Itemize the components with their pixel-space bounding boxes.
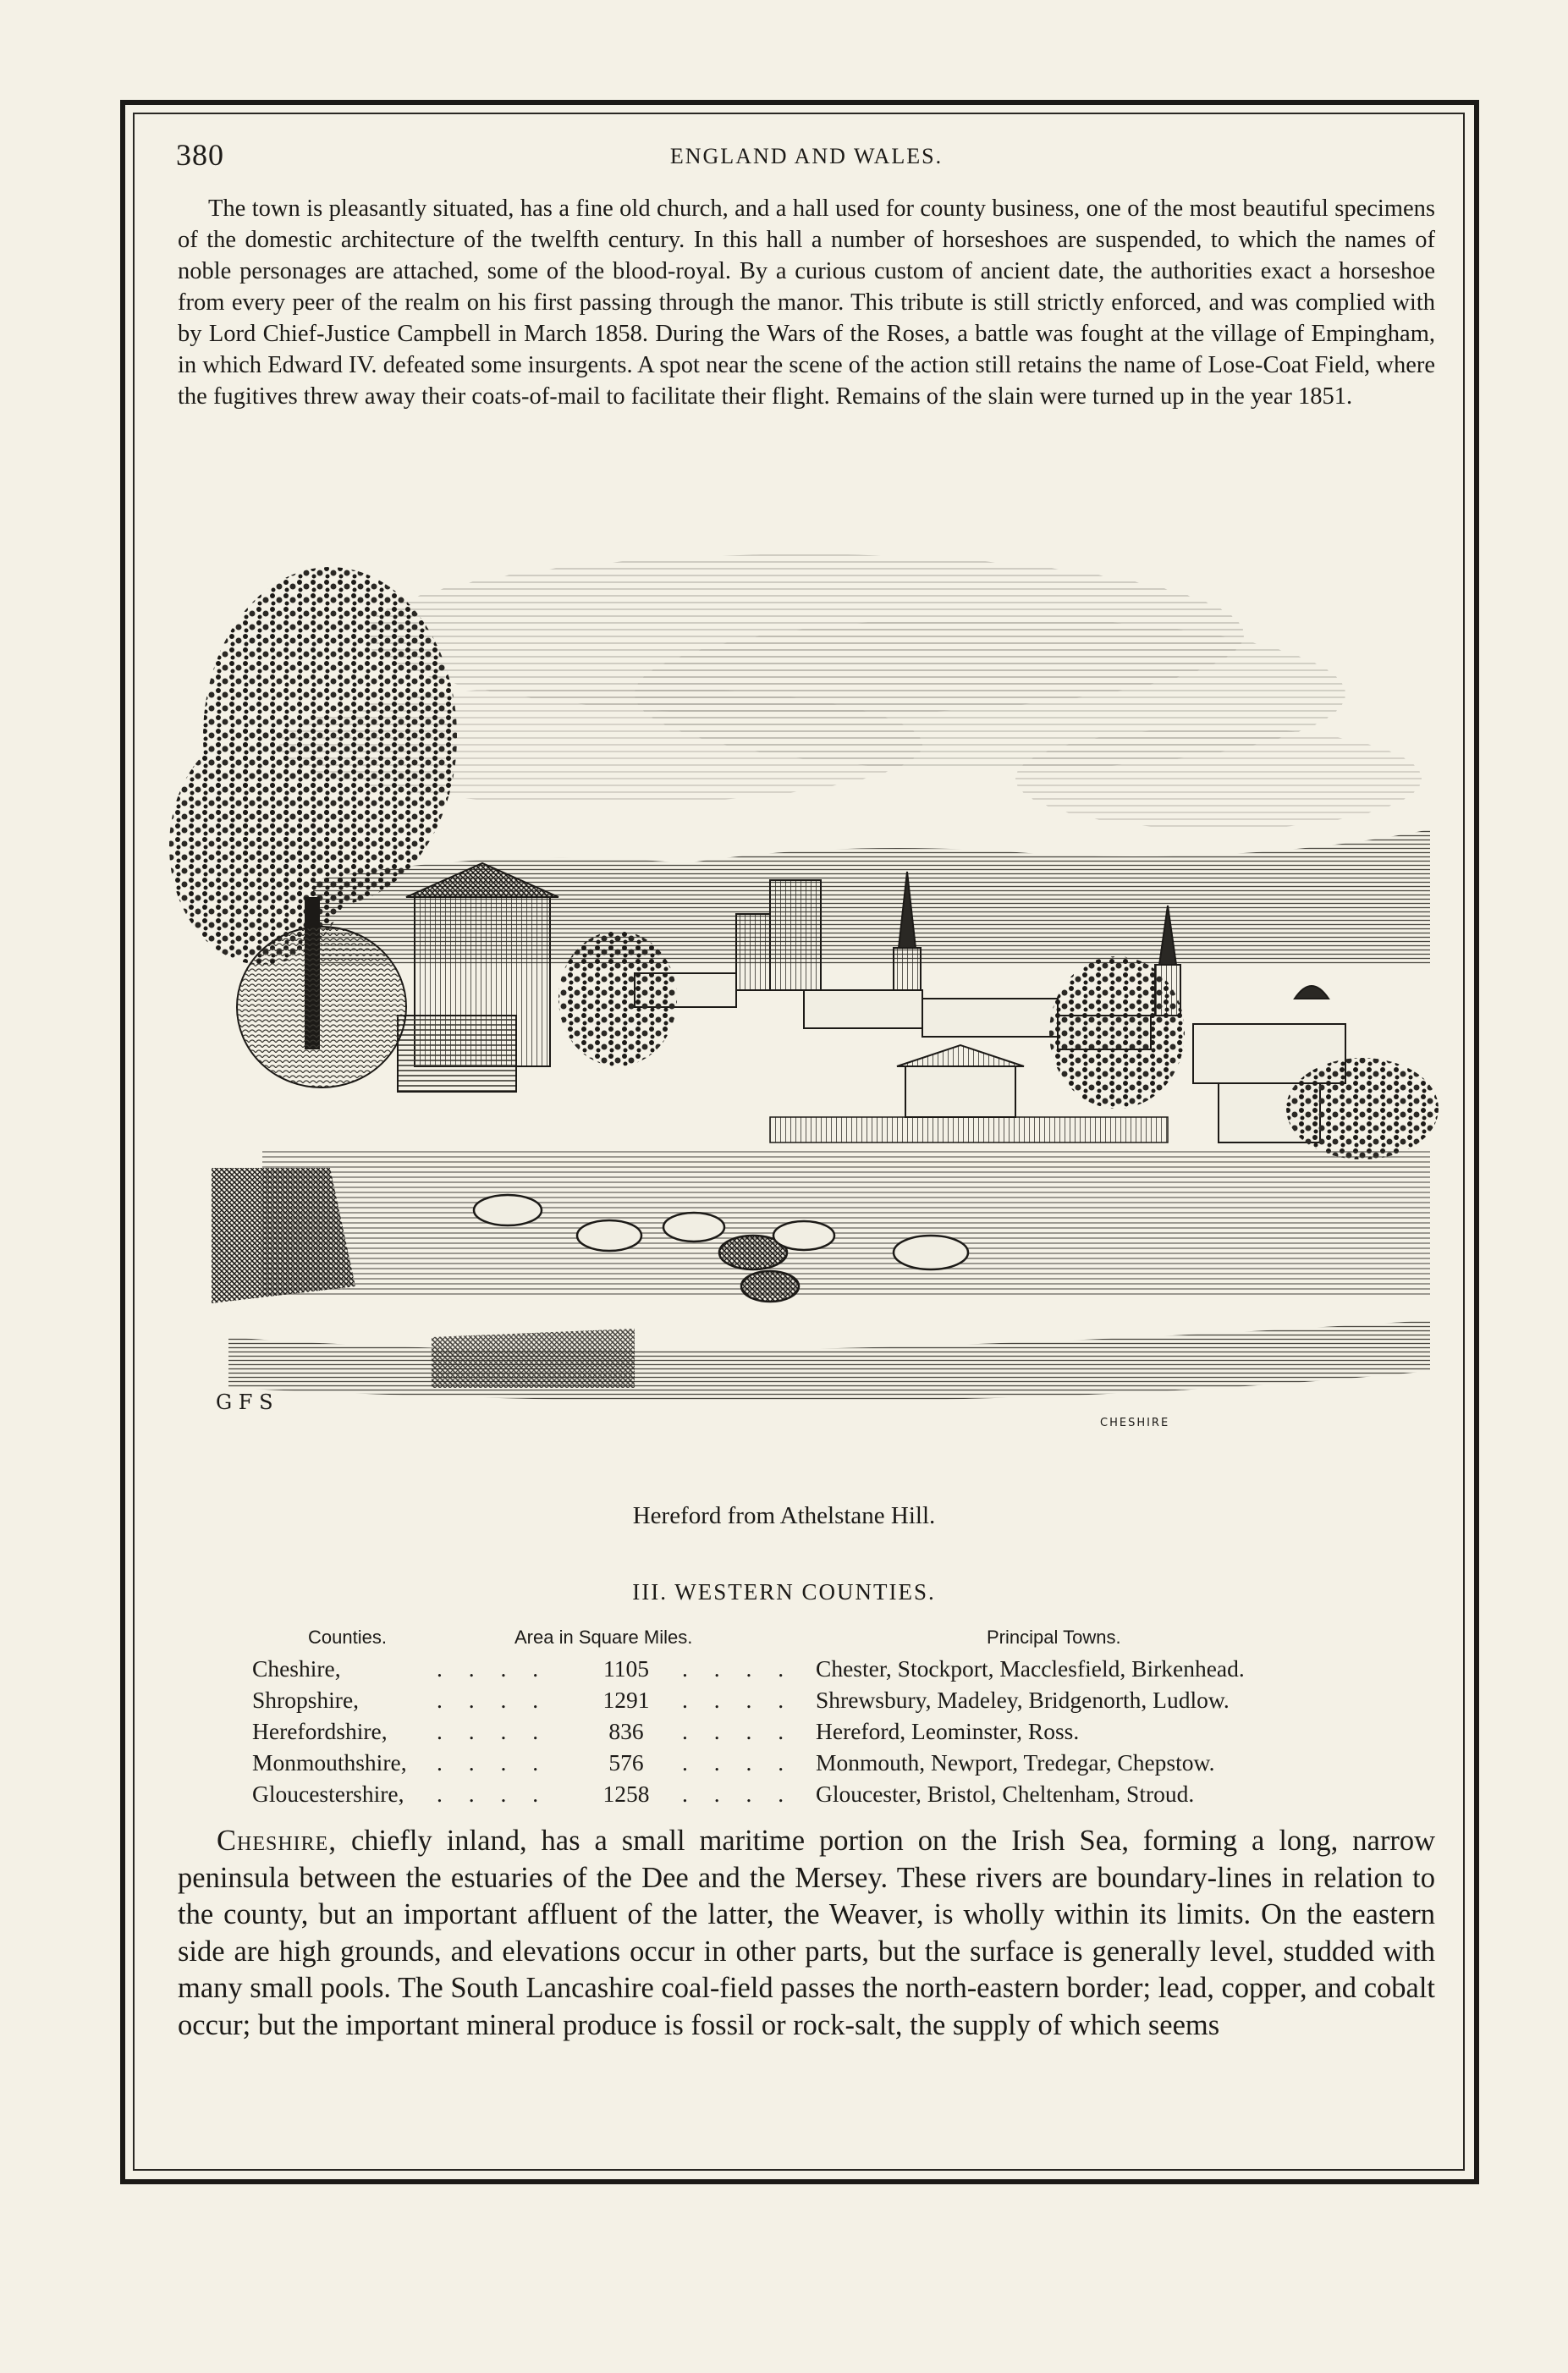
field: [262, 1151, 1430, 1295]
engraving-label: CHESHIRE: [1100, 1417, 1170, 1429]
dot-leader: . . . .: [682, 1687, 795, 1713]
dot-leader: . . . .: [437, 1687, 549, 1713]
dot-leader: . . . .: [682, 1781, 795, 1807]
county-towns: Shrewsbury, Madeley, Bridgenorth, Ludlow.: [816, 1687, 1230, 1713]
intro-paragraph: The town is pleasantly situated, has a fine old church, and a hall used for county business, one of the most beautiful specimens of the domestic architecture of the twelfth century. In this hall a number of horseshoes are suspended, to which the names of noble personages are attached, some of the blood-royal. By a curious custom of ancient date, the authorities exact a horseshoe from every peer of the realm on his first passing through the manor. This tribute is still strictly enforced, and was complied with by Lord Chief-Justice Campbell in March 1858. During the Wars of the Roses, a battle was fought at the village of Empingham, in which Edward IV. defeated some insurgents. A spot near the scene of the action still retains the name of Lose-Coat Field, where the fugitives threw away their coats-of-mail to facilitate their flight. Remains of the slain were turned up in the year 1851.: [178, 195, 1435, 410]
county-name: Cheshire,: [252, 1655, 341, 1682]
dot-leader: . . . .: [682, 1749, 795, 1776]
section-heading: III. WESTERN COUNTIES.: [632, 1579, 936, 1605]
running-header: [176, 137, 1437, 179]
column-header-area: Area in Square Miles.: [514, 1627, 693, 1648]
county-area: 1105: [603, 1655, 649, 1682]
engraving-illustration: [161, 525, 1439, 1481]
table-header-row: [252, 1623, 1369, 1654]
dot-leader: . . . .: [437, 1781, 549, 1807]
counties-table: [252, 1623, 1369, 1810]
running-title: ENGLAND AND WALES.: [669, 144, 944, 168]
dot-leader: . . . .: [437, 1749, 549, 1776]
fence: [770, 1117, 1168, 1142]
county-name: Gloucestershire,: [252, 1781, 404, 1807]
county-name: Shropshire,: [252, 1687, 360, 1713]
county-name: Herefordshire,: [252, 1718, 388, 1744]
page-number: 380: [176, 138, 224, 172]
illustration-caption: Hereford from Athelstane Hill.: [632, 1502, 936, 1529]
county-towns: Hereford, Leominster, Ross.: [816, 1718, 1080, 1744]
dot-leader: . . . .: [437, 1718, 549, 1744]
dot-leader: . . . .: [437, 1655, 549, 1682]
county-towns: Chester, Stockport, Macclesfield, Birkenhead.: [816, 1655, 1245, 1682]
dot-leader: . . . .: [682, 1718, 795, 1744]
body-paragraph: [178, 1823, 1435, 2044]
county-area: 836: [608, 1718, 644, 1744]
county-name: Monmouthshire,: [252, 1749, 407, 1776]
column-header-towns: Principal Towns.: [987, 1627, 1121, 1648]
table-row: [252, 1716, 1369, 1748]
county-area: 1258: [602, 1781, 650, 1807]
county-towns: Gloucester, Bristol, Cheltenham, Stroud.: [816, 1781, 1195, 1807]
county-area: 1291: [602, 1687, 650, 1713]
engraver-signature: G F S: [216, 1390, 273, 1414]
table-row: [252, 1779, 1369, 1810]
table-row: [252, 1654, 1369, 1685]
paragraph-text: chiefly inland, has a small maritime portion on the Irish Sea, forming a long, narrow peninsula between the estuaries of the Dee and the Mersey. These rivers are boundary-lines in relation to the county, but an important affluent of the latter, the Weaver, is wholly within its limits. On the eastern side are high grounds, and elevations occur in other parts, but the surface is generally level, studded with many small pools. The South Lancashire coal-field passes the north-eastern border; lead, copper, and cobalt occur; but the important mineral produce is fossil or rock-salt, the supply of which seems: [178, 1825, 1435, 2041]
dot-leader: . . . .: [682, 1655, 795, 1682]
county-towns: Monmouth, Newport, Tredegar, Chepstow.: [816, 1749, 1215, 1776]
table-row: [252, 1685, 1369, 1716]
table-row: [252, 1748, 1369, 1779]
county-area: 576: [608, 1749, 644, 1776]
column-header-counties: Counties.: [308, 1627, 387, 1648]
paragraph-lead: Cheshire,: [217, 1825, 337, 1857]
engraving-hereford: [161, 525, 1439, 1481]
